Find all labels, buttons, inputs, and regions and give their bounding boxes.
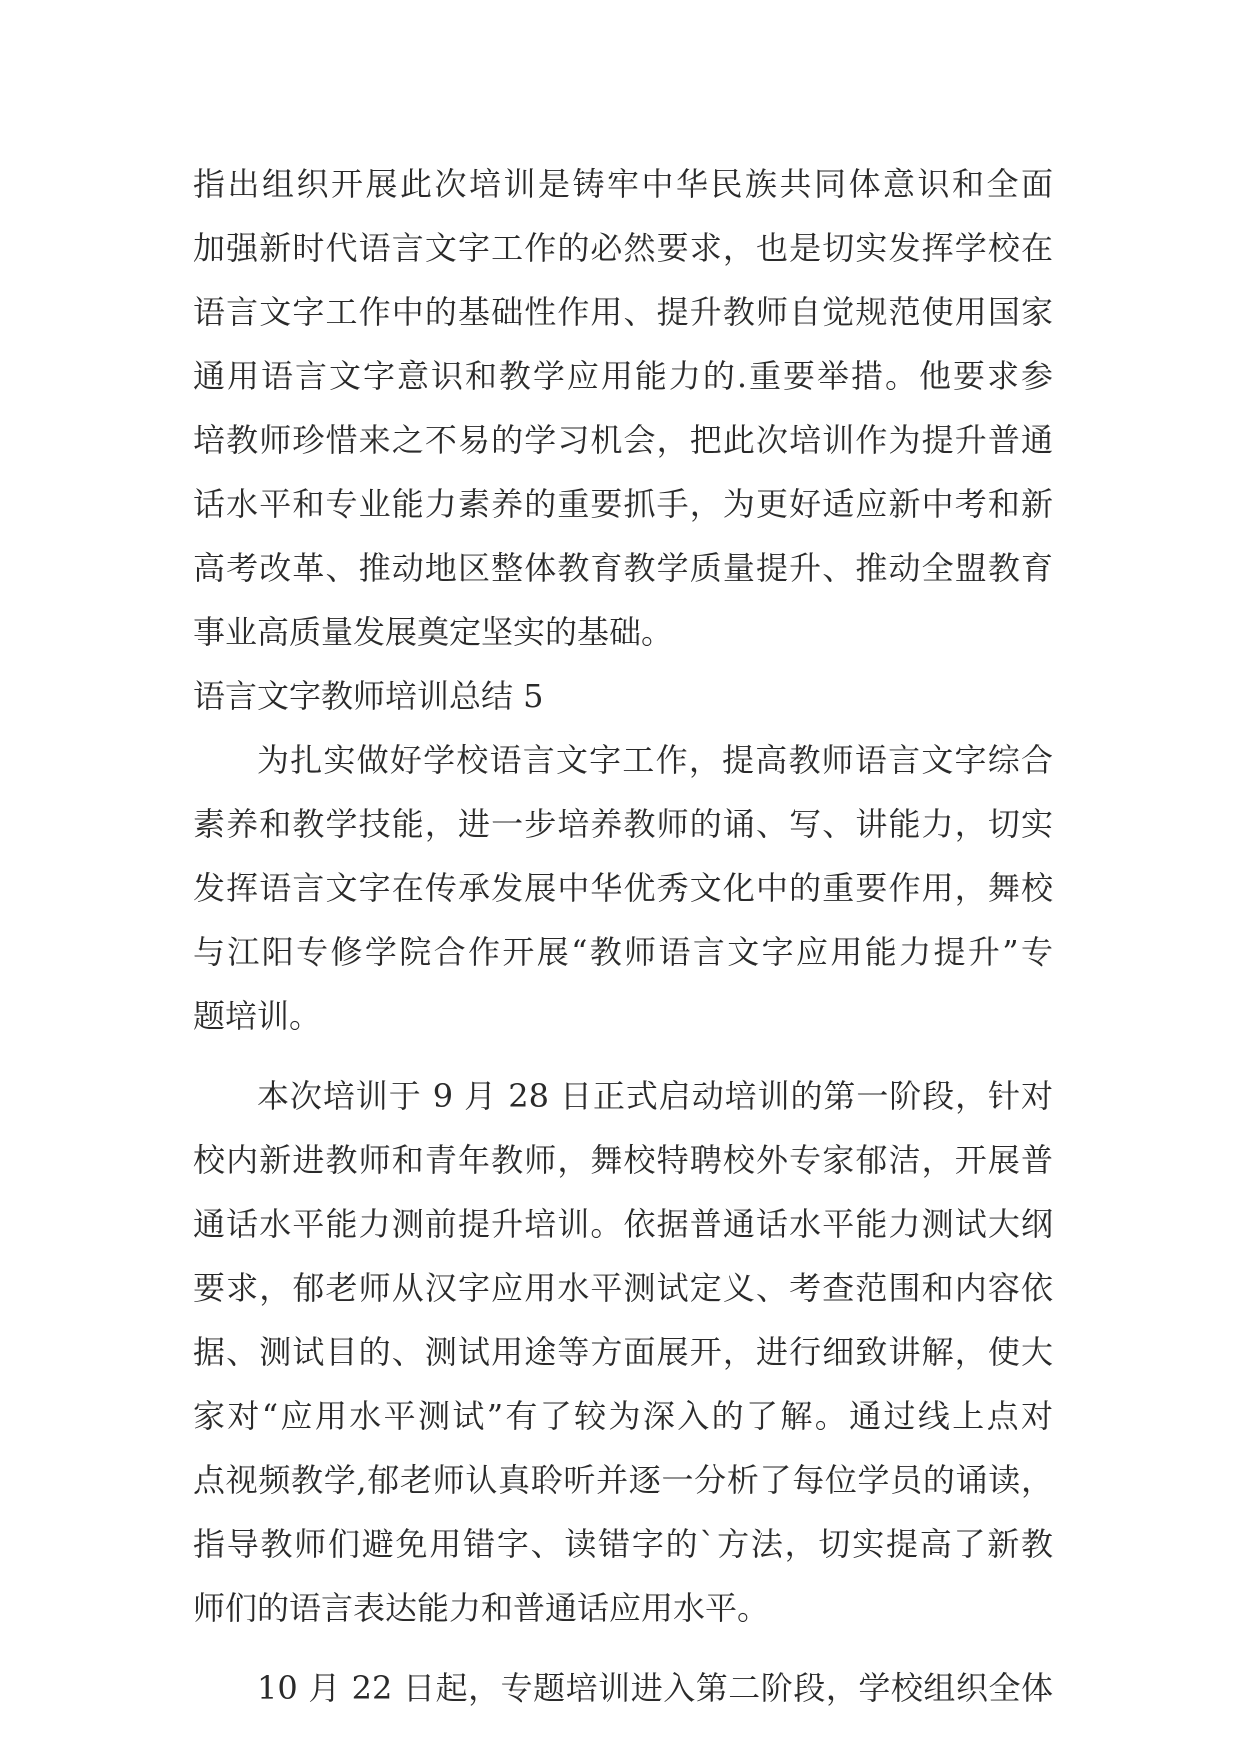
text-line: 指出组织开展此次培训是铸牢中华民族共同体意识和全面	[193, 165, 1053, 203]
text-line: 通话水平能力测前提升培训。依据普通话水平能力测试大纲	[193, 1205, 1053, 1243]
text-line: 加强新时代语言文字工作的必然要求，也是切实发挥学校在	[193, 229, 1053, 267]
text-line: 与江阳专修学院合作开展“教师语言文字应用能力提升”专	[193, 933, 1053, 971]
text-line: 点视频教学,郁老师认真聆听并逐一分析了每位学员的诵读，	[193, 1461, 1053, 1499]
text-line: 指导教师们避免用错字、读错字的`方法，切实提高了新教	[193, 1525, 1053, 1563]
text-line: 通用语言文字意识和教学应用能力的.重要举措。他要求参	[193, 357, 1053, 395]
text-line: 10 月 22 日起，专题培训进入第二阶段，学校组织全体	[257, 1669, 1053, 1707]
text-line: 高考改革、推动地区整体教育教学质量提升、推动全盟教育	[193, 549, 1053, 587]
text-line: 要求，郁老师从汉字应用水平测试定义、考查范围和内容依	[193, 1269, 1053, 1307]
text-line: 培教师珍惜来之不易的学习机会，把此次培训作为提升普通	[193, 421, 1053, 459]
text-line: 师们的语言表达能力和普通话应用水平。	[193, 1589, 770, 1627]
text-line: 发挥语言文字在传承发展中华优秀文化中的重要作用，舞校	[193, 869, 1053, 907]
text-line: 素养和教学技能，进一步培养教师的诵、写、讲能力，切实	[193, 805, 1053, 843]
section-heading: 语言文字教师培训总结 5	[193, 677, 544, 715]
text-line: 本次培训于 9 月 28 日正式启动培训的第一阶段，针对	[257, 1077, 1053, 1115]
text-line: 为扎实做好学校语言文字工作，提高教师语言文字综合	[257, 741, 1053, 779]
text-line: 事业高质量发展奠定坚实的基础。	[193, 613, 674, 651]
text-line: 题培训。	[193, 997, 322, 1035]
text-line: 校内新进教师和青年教师，舞校特聘校外专家郁洁，开展普	[193, 1141, 1053, 1179]
text-line: 据、测试目的、测试用途等方面展开，进行细致讲解，使大	[193, 1333, 1053, 1371]
text-line: 语言文字工作中的基础性作用、提升教师自觉规范使用国家	[193, 293, 1053, 331]
text-line: 家对“应用水平测试”有了较为深入的了解。通过线上点对	[193, 1397, 1053, 1435]
text-line: 话水平和专业能力素养的重要抓手，为更好适应新中考和新	[193, 485, 1053, 523]
